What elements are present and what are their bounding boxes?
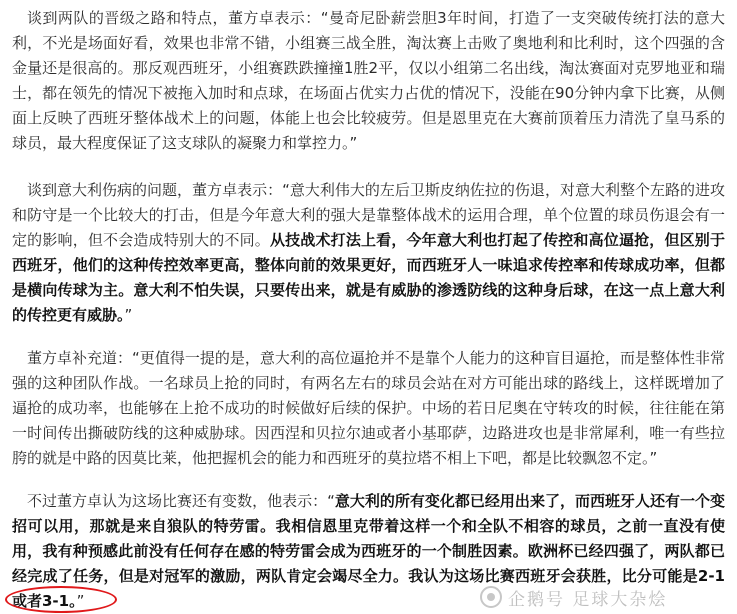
paragraph-2-text: 谈到意大利伤病的问题，董方卓表示：“意大利伟大的左后卫斯皮纳佐拉的伤退，对意大利整个左路的进攻和防守是一个比较大的打击，但是今年意大利的强大是靠整体战术的运用合理，单个位置的球员伤退会有一定的影响，但不会造成特别大的不同。 bbox=[12, 181, 725, 249]
paragraph-3 bbox=[12, 346, 725, 471]
paragraph-3-text: 董方卓补充道：“更值得一提的是，意大利的高位逼抢并不是靠个人能力的这种盲目逼抢，而是整体性非常强的这种团队作战。一名球员上抢的同时，有两名左右的球员会站在对方可能出球的路线上，这样既增加了逼抢的成功率，也能够在上抢不成功的时候做好后续的保护。中场的若日尼奥在守转攻的时候，往往能在第一时间传出撕破防线的这种威胁球。因西涅和贝拉尔迪或者小基耶萨，边路进攻也是非常犀利，唯一有些拉胯的就是中路的因莫比莱，他把握机会的能力和西班牙的莫拉塔不相上下吧，都是比较飘忽不定。” bbox=[12, 349, 725, 467]
paragraph-2-closing-quote: ” bbox=[124, 306, 133, 324]
paragraph-4-text: 不过董方卓认为这场比赛还有变数，他表示：“ bbox=[27, 492, 335, 510]
paragraph-2 bbox=[12, 178, 725, 328]
watermark-text: 企鹅号 足球大杂烩 bbox=[508, 589, 668, 610]
paragraph-2-bold-text: 从技战术打法上看，今年意大利也打起了传控和高位逼抢，但区别于西班牙，他们的这种传控效率更高，整体向前的效果更好，而西班牙人一味追求传控率和传球成功率，但都是横向传球为主。意大利不怕失误，只要传出来，就是有威胁的渗透防线的这种身后球，在这一点上意大利的传控更有威胁。 bbox=[12, 231, 725, 324]
paragraph-4-closing-quote: ” bbox=[76, 592, 85, 610]
score-highlight-circle bbox=[5, 586, 117, 613]
paragraph-4-bold-text: 意大利的所有变化都已经用出来了，而西班牙人还有一个变招可以用，那就是来自狼队的特劳雷。我相信恩里克带着这样一个和全队不相容的球员，之前一直没有使用，我有种预感此前没有任何存在感的特劳雷会成为西班牙的一个制胜因素。欧洲杯已经四强了，两队都已经完成了任务，但是对冠军的激励，两队肯定会竭尽全力。我认为这场比赛西班牙会获胜，比分可能是2-1或者3-1。 bbox=[12, 492, 725, 610]
paragraph-1 bbox=[12, 6, 725, 156]
paragraph-4 bbox=[12, 489, 725, 614]
paragraph-1-text: 谈到两队的晋级之路和特点，董方卓表示：“曼奇尼卧薪尝胆3年时间，打造了一支突破传统打法的意大利，不光是场面好看，效果也非常不错，小组赛三战全胜，淘汰赛上击败了奥地利和比利时，这个四强的含金量还是很高的。那反观西班牙，小组赛跌跌撞撞1胜2平，仅以小组第二名出线，淘汰赛面对克罗地亚和瑞士，都在领先的情况下被拖入加时和点球，在场面占优实力占优的情况下，没能在90分钟内拿下比赛，从侧面上反映了西班牙整体战术上的问题，体能上也会比较疲劳。但是恩里克在大赛前顶着压力清洗了皇马系的球员，最大程度保证了这支球队的凝聚力和掌控力。” bbox=[12, 9, 725, 152]
